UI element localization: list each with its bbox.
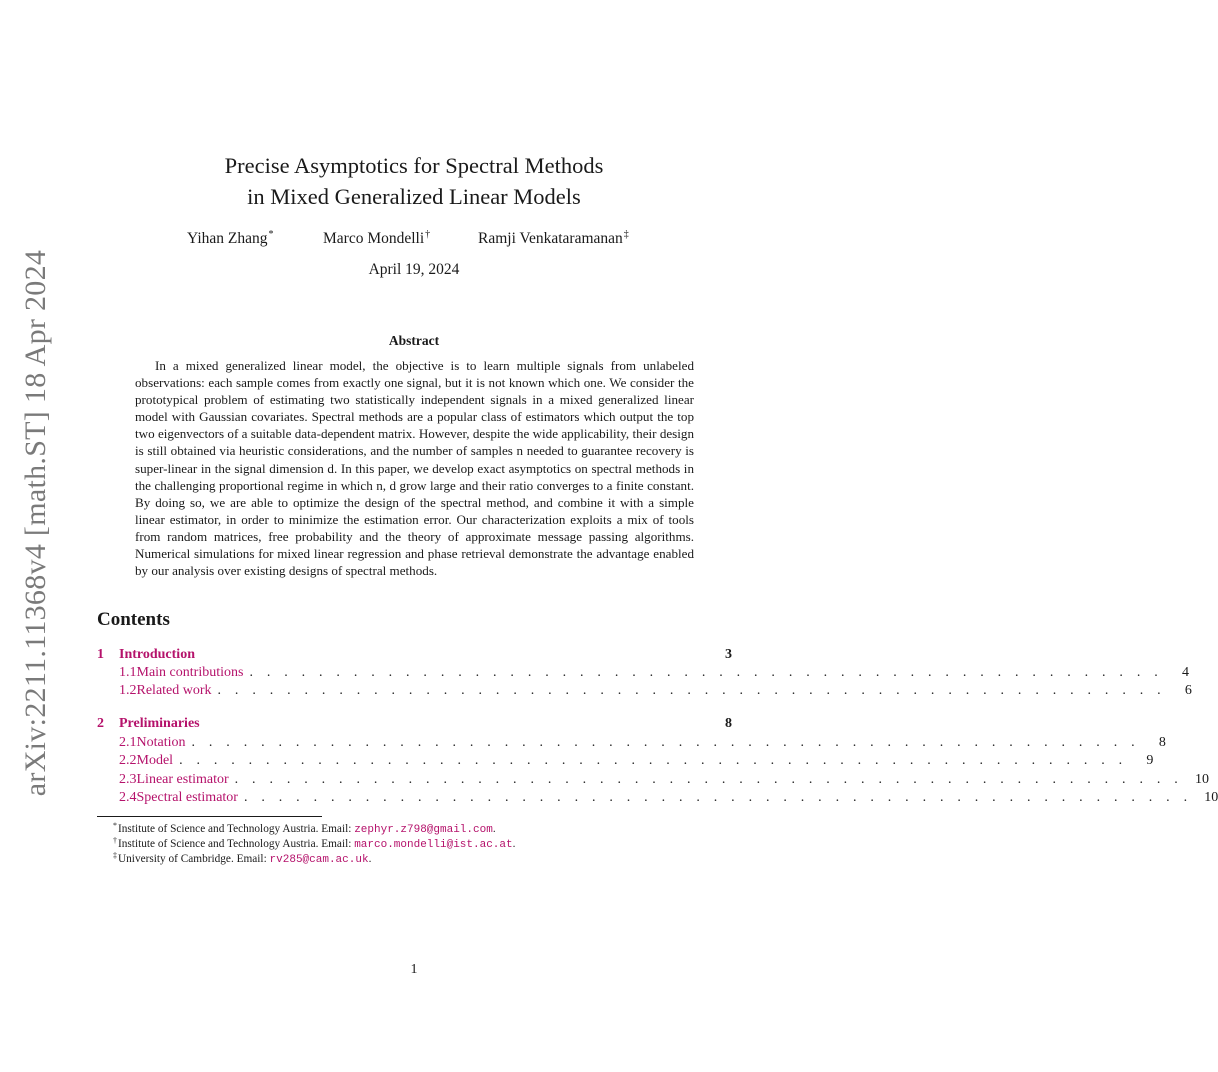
footnote-mark: * [113, 821, 117, 830]
footnote-1 [113, 821, 496, 836]
toc-page: 10 [1204, 790, 1218, 805]
toc-label[interactable]: Main contributions [136, 665, 244, 680]
arxiv-identifier-stamp: arXiv:2211.11368v4 [math.ST] 18 Apr 2024 [19, 249, 52, 797]
toc-label[interactable]: Linear estimator [136, 772, 229, 787]
footnote-mark: ‡ [113, 851, 117, 860]
footnote-3 [113, 851, 371, 866]
toc-entry-spectral-estimator[interactable] [97, 790, 1218, 808]
paper-title [0, 150, 828, 212]
toc-entry-introduction[interactable] [97, 647, 732, 665]
email-link[interactable]: marco.mondelli@ist.ac.at [354, 839, 513, 851]
abstract-heading: Abstract [388, 333, 440, 348]
title-line-2: in Mixed Generalized Linear Models [247, 184, 581, 209]
author-2 [323, 229, 430, 248]
toc-entry-model[interactable] [97, 753, 1154, 771]
toc-number: 2.2 [119, 753, 137, 768]
toc-page: 3 [725, 647, 732, 662]
toc-leader-dots: . . . . . . . . . . . . . . . . . . . . . . . . . . . . . . . . . . . . . . . . . . . . . . . . . . . . . . . [234, 772, 1183, 787]
toc-entry-preliminaries[interactable] [97, 716, 732, 734]
page-number: 1 [410, 962, 418, 977]
toc-page: 6 [1184, 683, 1192, 698]
toc-label[interactable]: Related work [136, 683, 212, 698]
footnote-2 [113, 836, 515, 851]
email-link[interactable]: zephyr.z798@gmail.com [354, 824, 493, 836]
toc-label[interactable]: Preliminaries [119, 716, 200, 731]
contents-heading: Contents [97, 609, 170, 630]
toc-entry-notation[interactable] [97, 735, 1166, 753]
footnote-rule [97, 816, 322, 817]
abstract-text: In a mixed generalized linear model, the objective is to learn multiple signals from unlabeled observations: each sample comes from exactly one signal, but it is not known which one. We consider the prototypical problem of estimating two statistically independent signals in a mixed generalized linear model with Gaussian covariates. Spectral methods are a popular class of estimators which output the top two eigenvectors of a suitable data-dependent matrix. However, despite the wide applicability, their design is still obtained via heuristic considerations, and the number of samples n needed to guarantee recovery is super-linear in the signal dimension d. In this paper, we develop exact asymptotics on spectral methods in the challenging proportional regime in which n, d grow large and their ratio converges to a finite constant. By doing so, we are able to optimize the design of the spectral method, and combine it with a simple linear estimator, in order to minimize the estimation error. Our characterization exploits a mix of tools from random matrices, free probability and the theory of approximate message passing algorithms. Numerical simulations for mixed linear regression and phase retrieval demonstrate the advantage enabled by our analysis over existing designs of spectral methods. [135, 358, 694, 579]
author-footnote-mark[interactable]: * [268, 229, 274, 240]
toc-number: 2.1 [119, 735, 137, 750]
toc-page: 8 [725, 716, 732, 731]
author-name: Marco Mondelli [323, 230, 425, 247]
toc-entry-main-contributions[interactable] [97, 665, 1189, 683]
author-footnote-mark[interactable]: ‡ [623, 229, 629, 240]
author-3 [478, 229, 629, 248]
toc-label[interactable]: Introduction [119, 647, 195, 662]
toc-leader-dots: . . . . . . . . . . . . . . . . . . . . . . . . . . . . . . . . . . . . . . . . . . . . . . . . . . . . . . . [243, 790, 1193, 805]
author-footnote-mark[interactable]: † [425, 229, 431, 240]
toc-leader-dots: . . . . . . . . . . . . . . . . . . . . . . . . . . . . . . . . . . . . . . . . . . . . . . . . . . . . . . . [179, 753, 1128, 768]
toc-number: 1.2 [119, 683, 137, 698]
footnote-end: . [512, 838, 516, 850]
toc-entry-related-work[interactable] [97, 683, 1192, 701]
toc-label[interactable]: Model [136, 753, 174, 768]
toc-page: 9 [1146, 753, 1154, 768]
footnote-mark: † [113, 836, 117, 845]
author-1 [187, 229, 274, 248]
toc-number: 2.4 [119, 790, 137, 805]
toc-leader-dots: . . . . . . . . . . . . . . . . . . . . . . . . . . . . . . . . . . . . . . . . . . . . . . . . . . . . . . . [191, 735, 1140, 750]
toc-number: 1.1 [119, 665, 137, 680]
toc-page: 4 [1181, 665, 1189, 680]
author-name: Ramji Venkataramanan [478, 230, 623, 247]
toc-number: 2 [97, 716, 104, 731]
toc-number: 1 [97, 647, 104, 662]
toc-leader-dots: . . . . . . . . . . . . . . . . . . . . . . . . . . . . . . . . . . . . . . . . . . . . . . . . . . . . . . . [217, 683, 1166, 698]
toc-label[interactable]: Spectral estimator [136, 790, 238, 805]
toc-page: 8 [1158, 735, 1166, 750]
author-name: Yihan Zhang [187, 230, 268, 247]
toc-entry-linear-estimator[interactable] [97, 772, 1209, 790]
footnote-text: Institute of Science and Technology Austria. Email: [118, 823, 355, 835]
toc-label[interactable]: Notation [136, 735, 186, 750]
footnote-text: University of Cambridge. Email: [118, 853, 270, 865]
title-line-1: Precise Asymptotics for Spectral Methods [224, 153, 604, 178]
footnote-end: . [492, 823, 496, 835]
publication-date: April 19, 2024 [368, 261, 460, 278]
footnote-end: . [368, 853, 372, 865]
toc-page: 10 [1194, 772, 1209, 787]
toc-number: 2.3 [119, 772, 137, 787]
footnote-text: Institute of Science and Technology Austria. Email: [118, 838, 355, 850]
toc-leader-dots: . . . . . . . . . . . . . . . . . . . . . . . . . . . . . . . . . . . . . . . . . . . . . . . . . . . . . [249, 665, 1163, 680]
email-link[interactable]: rv285@cam.ac.uk [269, 854, 369, 866]
